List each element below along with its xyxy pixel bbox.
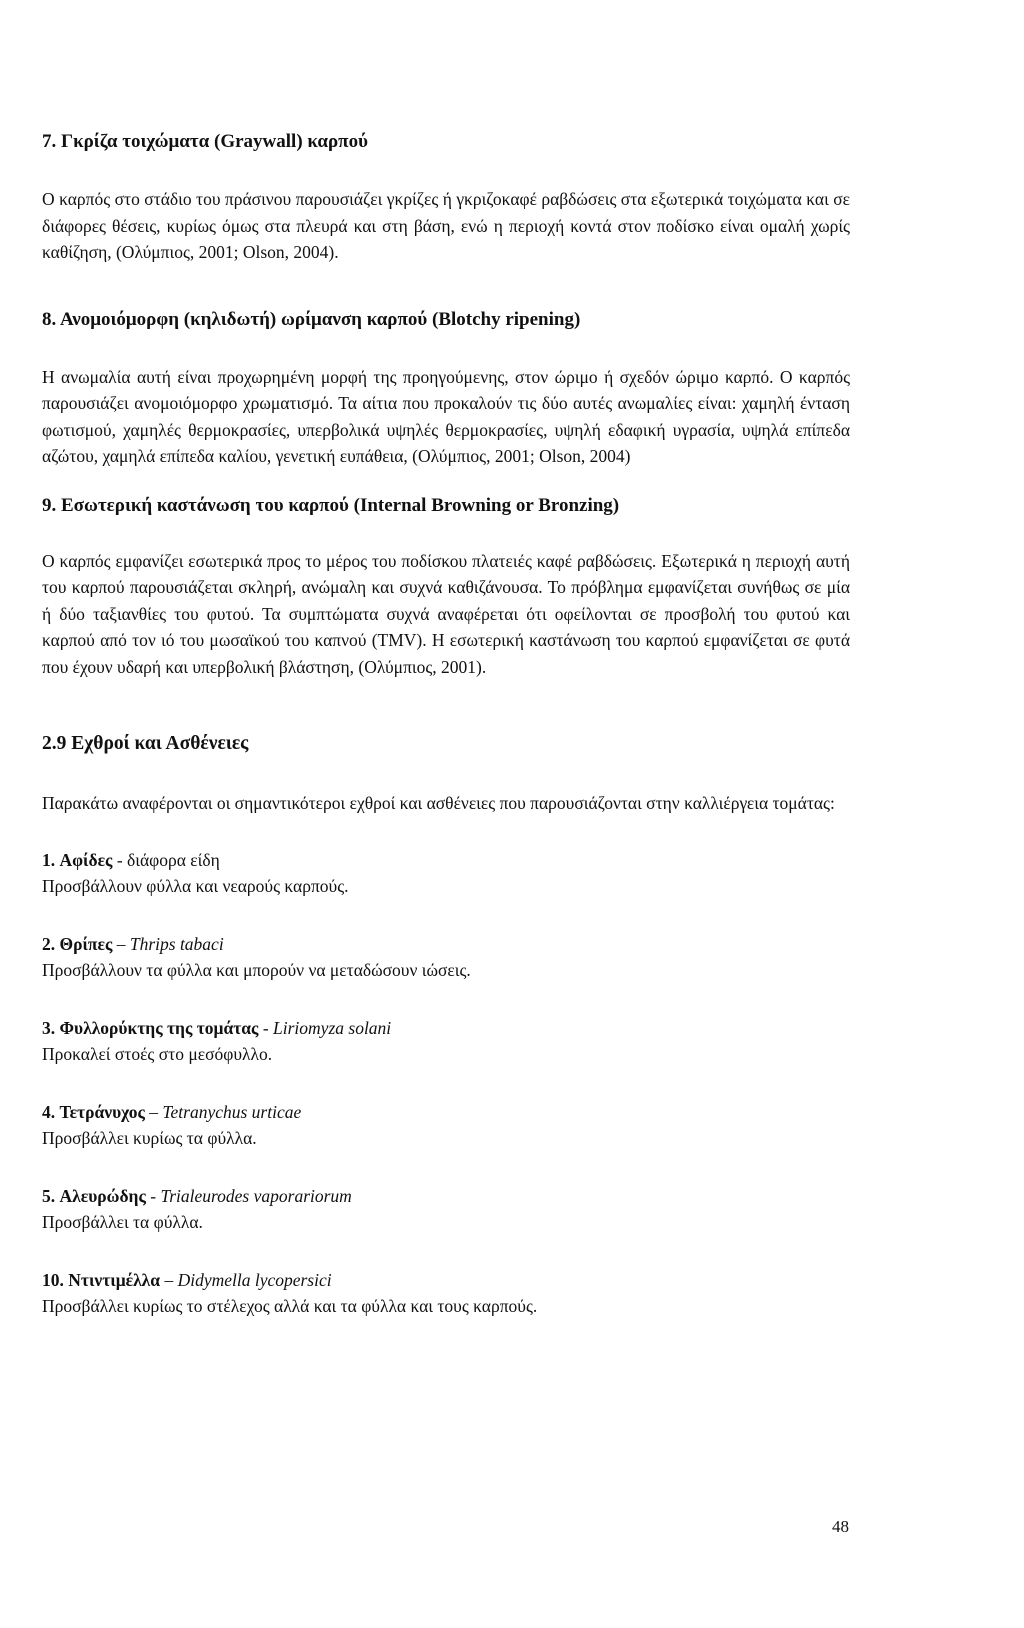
page-number: 48 <box>832 1517 849 1536</box>
list-item-description: Προσβάλλουν φύλλα και νεαρούς καρπούς. <box>42 875 349 896</box>
item-name: Τετράνυχος <box>59 1101 145 1122</box>
item-number: 2. <box>42 933 56 954</box>
pest-list <box>42 847 850 1319</box>
section-9-heading: 9. Εσωτερική καστάνωση του καρπού (Internal Browning or Bronzing) <box>42 494 620 516</box>
item-number: 1. <box>42 849 56 870</box>
list-item-description: Προσβάλλει κυρίως τα φύλλα. <box>42 1127 257 1148</box>
list-item-title <box>42 1183 850 1209</box>
item-separator: – <box>144 1101 163 1122</box>
item-number: 10. <box>42 1269 64 1290</box>
item-name: Αλευρώδης <box>59 1185 146 1206</box>
item-number: 5. <box>42 1185 56 1206</box>
section-8-paragraph: Η ανωμαλία αυτή είναι προχωρημένη μορφή της προηγούμενης, στον ώριμο ή σχεδόν ώριμο καρπό. Ο καρπός παρουσιάζει ανομοιόμορφο χρωματισμό. Τα αίτια που προκαλούν τις δύο αυτές ανωμαλίες είναι: χαμηλή ένταση φωτισμού, χαμηλές θερμοκρασίες, υπερβολικά υψηλές θερμοκρασίες, υψηλή εδαφική υγρασία, υψηλά επίπεδα αζώτου, χαμηλά επίπεδα καλίου, γενετική ευπάθεια, (Ολύμπιος, 2001; Olson, 2004) <box>42 366 850 466</box>
list-item-title <box>42 1099 850 1125</box>
list-item-description: Προσβάλλουν τα φύλλα και μπορούν να μεταδώσουν ιώσεις. <box>42 959 471 980</box>
item-number: 4. <box>42 1101 56 1122</box>
list-item-title <box>42 1267 850 1293</box>
item-separator: - <box>258 1017 274 1038</box>
item-latin-name: Trialeurodes vaporariorum <box>160 1185 352 1206</box>
section-2-9-heading: 2.9 Εχθροί και Ασθένειες <box>42 733 249 754</box>
list-item <box>42 1099 850 1151</box>
list-item <box>42 1183 850 1235</box>
list-item-description: Προσβάλλει τα φύλλα. <box>42 1211 203 1232</box>
item-name: Αφίδες <box>59 849 113 870</box>
list-item <box>42 847 850 899</box>
section-7-paragraph: Ο καρπός στο στάδιο του πράσινου παρουσιάζει γκρίζες ή γκριζοκαφέ ραβδώσεις στα εξωτερικά τοιχώματα και σε διάφορες θέσεις, κυρίως όμως στα πλευρά και στη βάση, ενώ η περιοχή κοντά στον ποδίσκο είναι ομαλή χωρίς καθίζηση, (Ολύμπιος, 2001; Olson, 2004). <box>42 189 850 262</box>
list-item-title <box>42 1015 850 1041</box>
list-item-title <box>42 931 850 957</box>
item-latin-name: Tetranychus urticae <box>162 1101 302 1122</box>
document-page <box>42 130 850 1319</box>
item-separator: – <box>160 1269 178 1290</box>
item-name: Θρίπες <box>59 933 113 954</box>
item-latin-name: Thrips tabaci <box>129 933 224 954</box>
list-item-title <box>42 847 850 873</box>
section-2-9-intro: Παρακάτω αναφέρονται οι σημαντικότεροι εχθροί και ασθένειες που παρουσιάζονται στην καλλιέργεια τομάτας: <box>42 793 835 813</box>
section-8-heading: 8. Ανομοιόμορφη (κηλιδωτή) ωρίμανση καρπού (Blotchy ripening) <box>42 308 581 330</box>
item-separator: - <box>145 1185 161 1206</box>
list-item <box>42 1267 850 1319</box>
list-item <box>42 931 850 983</box>
item-separator: – <box>112 933 130 954</box>
item-extra: διάφορα είδη <box>127 849 220 870</box>
section-9-paragraph: Ο καρπός εμφανίζει εσωτερικά προς το μέρος του ποδίσκου πλατειές καφέ ραβδώσεις. Εξωτερικά η περιοχή αυτή του καρπού παρουσιάζεται σκληρή, ανώμαλη και συχνά καθιζάνουσα. Το πρόβλημα εμφανίζεται συνήθως σε μία ή δύο ταξιανθίες του φυτού. Τα συμπτώματα συχνά αναφέρεται ότι οφείλονται σε προσβολή του φυτού και καρπού από τον ιό του μωσαϊκού του καπνού (TMV). Η εσωτερική καστάνωση του καρπού εμφανίζεται σε φυτά που έχουν υδαρή και υπερβολική βλάστηση, (Ολύμπιος, 2001). <box>42 550 850 677</box>
item-separator: - <box>112 849 128 870</box>
item-latin-name: Didymella lycopersici <box>177 1269 332 1290</box>
item-name: Φυλλορύκτης της τομάτας <box>59 1017 259 1038</box>
item-name: Ντιντιμέλλα <box>68 1269 161 1290</box>
list-item-description: Προκαλεί στοές στο μεσόφυλλο. <box>42 1043 273 1064</box>
list-item <box>42 1015 850 1067</box>
section-7-heading: 7. Γκρίζα τοιχώματα (Graywall) καρπού <box>42 131 368 152</box>
item-latin-name: Liriomyza solani <box>273 1017 392 1038</box>
item-number: 3. <box>42 1017 56 1038</box>
list-item-description: Προσβάλλει κυρίως το στέλεχος αλλά και τα φύλλα και τους καρπούς. <box>42 1295 538 1316</box>
